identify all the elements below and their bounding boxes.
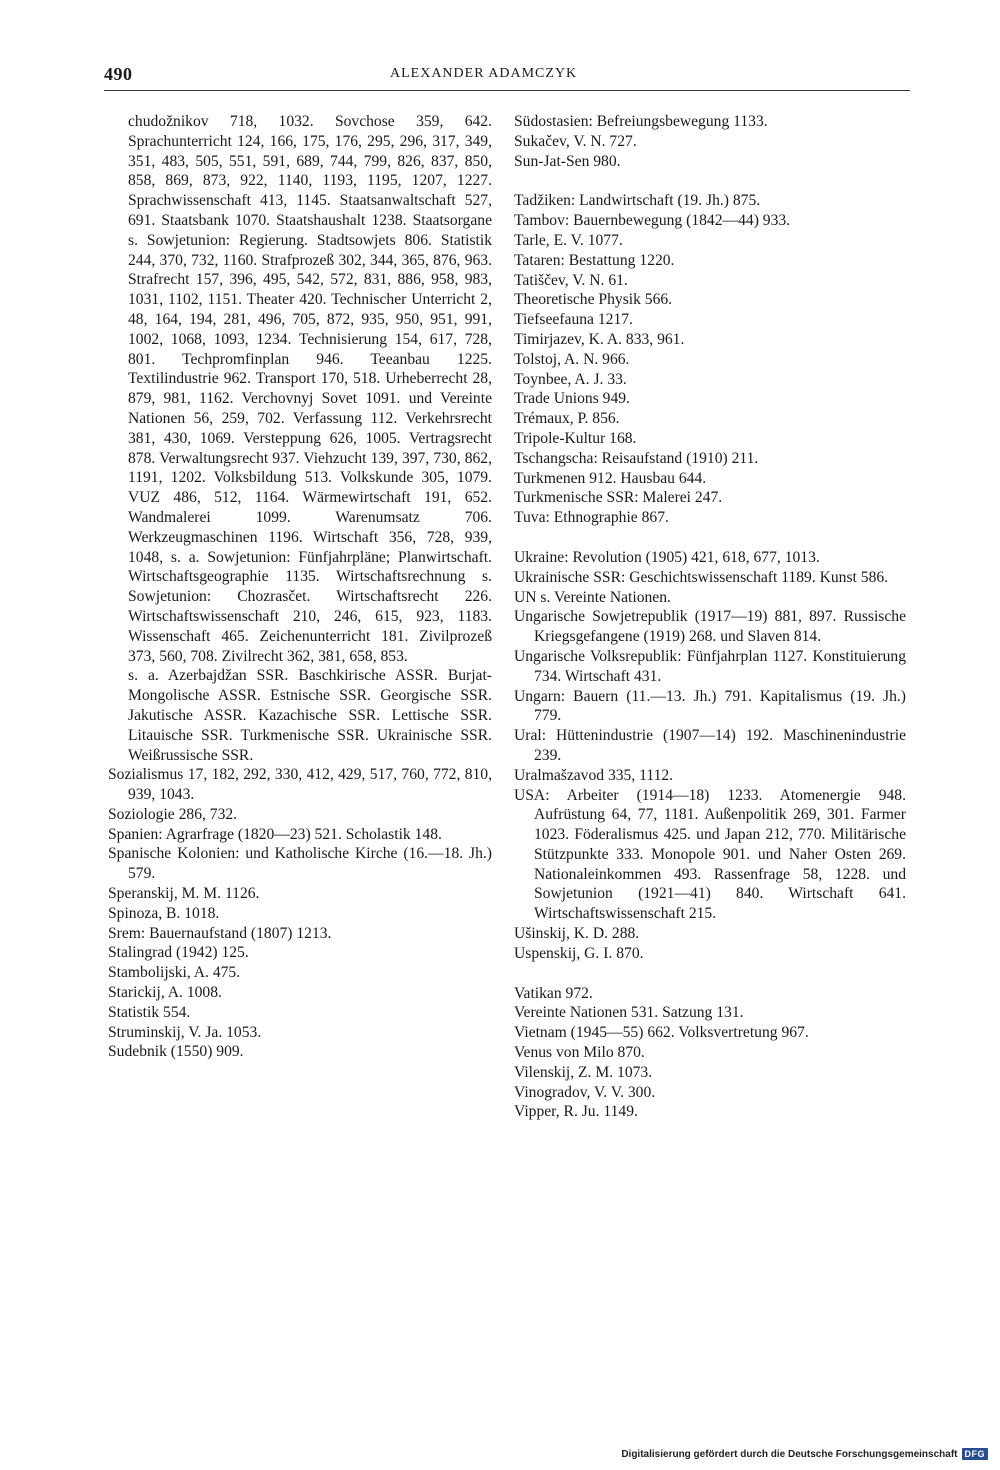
index-entry: Uspenskij, G. I. 870. bbox=[514, 944, 644, 962]
index-entry: Spanien: Agrarfrage (1820—23) 521. Scholastik 148. bbox=[108, 825, 442, 843]
index-entry: Vatikan 972. bbox=[514, 984, 593, 1002]
digitization-credit bbox=[621, 1448, 988, 1460]
index-entry: Ušinskij, K. D. 288. bbox=[514, 925, 640, 943]
index-entry: Venus von Milo 870. bbox=[514, 1044, 645, 1062]
running-head: ALEXANDER ADAMCZYK bbox=[390, 66, 578, 81]
index-entry: Soziologie 286, 732. bbox=[108, 805, 238, 823]
index-entry: Sun-Jat-Sen 980. bbox=[514, 152, 621, 170]
section-gap bbox=[514, 528, 906, 548]
index-entry: Turkmenen 912. Hausbau 644. bbox=[514, 469, 707, 487]
index-entry: Spanische Kolonien: und Katholische Kirche (16.—18. Jh.) 579. bbox=[108, 845, 492, 883]
index-entry: Ukraine: Revolution (1905) 421, 618, 677, 1013. bbox=[514, 548, 820, 566]
index-entry: Trade Unions 949. bbox=[514, 390, 630, 408]
index-entry: Stalingrad (1942) 125. bbox=[108, 944, 249, 962]
index-entry: USA: Arbeiter (1914—18) 1233. Atomenergie 948. Aufrüstung 64, 77, 1181. Außenpolitik 269, 301. Farmer 1023. Föderalismus 425. und Japan 212, 770. Militärische Stützpunkte 333. Monopole 901. und Naher Osten 269. Nationaleinkommen 493. Rassenfrage 58, 1228. und Sowjetunion (1921—41) 840. Wirtschaft 641. Wirtschaftswissenschaft 215. bbox=[514, 786, 906, 923]
index-entry: Toynbee, A. J. 33. bbox=[514, 370, 627, 388]
index-entry: Struminskij, V. Ja. 1053. bbox=[108, 1023, 262, 1041]
index-entry: Tschangscha: Reisaufstand (1910) 211. bbox=[514, 449, 759, 467]
index-entry: Vinogradov, V. V. 300. bbox=[514, 1083, 656, 1101]
index-entry: Uralmašzavod 335, 1112. bbox=[514, 766, 674, 784]
index-entry: Turkmenische SSR: Malerei 247. bbox=[514, 489, 723, 507]
index-entry: Speranskij, M. M. 1126. bbox=[108, 885, 260, 903]
sowjetunion-continuation: chudožnikov 718, 1032. Sovchose 359, 642. Sprachunterricht 124, 166, 175, 176, 295, 296, 317, 349, 351, 483, 505, 551, 591, 689, 744, 799, 826, 837, 850, 858, 869, 873, 922, 1140, 1193, 1195, 1207, 1227. Sprachwissenschaft 413, 1145. Staatsanwaltschaft 527, 691. Staatsbank 1070. Staatshaushalt 1238. Staatsorgane s. Sowjetunion: Regierung. Stadtsowjets 806. Statistik 244, 370, 732, 1160. Strafprozeß 302, 344, 365, 876, 963. Strafrecht 157, 396, 495, 542, 572, 831, 886, 958, 983, 1031, 1102, 1151. Theater 420. Technischer Unterricht 2, 48, 164, 194, 281, 496, 705, 872, 935, 950, 951, 991, 1002, 1068, 1093, 1234. Technisierung 154, 617, 728, 801. Techpromfinplan 946. Teeanbau 1225. Textilindustrie 962. Transport 170, 518. Urheberrecht 28, 879, 981, 1162. Verchovnyj Sovet 1091. und Vereinte Nationen 56, 259, 702. Verfassung 112. Verkehrsrecht 381, 430, 1069. Versteppung 626, 1005. Vertragsrecht 878. Verwaltungsrecht 937. Viehzucht 139, 397, 730, 862, 1191, 1202. Volksbildung 513. Volkskunde 305, 1079. VUZ 486, 512, 1164. Wärmewirtschaft 191, 652. Wandmalerei 1099. Warenumsatz 706. Werkzeugmaschinen 1196. Wirtschaft 356, 728, 939, 1048, s. a. Sowjetunion: Fünfjahrpläne; Planwirtschaft. Wirtschaftsgeographie 1135. Wirtschaftsrechnung s. Sowjetunion: Chozrasčet. Wirtschaftsrecht 226. Wirtschaftswissenschaft 210, 246, 615, 923, 1183. Wissenschaft 465. Zeichenunterricht 181. Zivilprozeß 373, 560, 708. Zivilrecht 362, 381, 658, 853. bbox=[128, 113, 492, 665]
index-entry: Sukačev, V. N. 727. bbox=[514, 132, 637, 150]
index-entry: Tripole-Kultur 168. bbox=[514, 429, 637, 447]
index-entry: Starickij, A. 1008. bbox=[108, 984, 222, 1002]
index-entry: Ungarische Volksrepublik: Fünfjahrplan 1127. Konstituierung 734. Wirtschaft 431. bbox=[514, 647, 906, 685]
index-entry: Tuva: Ethnographie 867. bbox=[514, 509, 669, 527]
index-entry: Tataren: Bestattung 1220. bbox=[514, 251, 675, 269]
index-entry: Südostasien: Befreiungsbewegung 1133. bbox=[514, 113, 768, 130]
index-entry: Vipper, R. Ju. 1149. bbox=[514, 1103, 638, 1121]
index-entry: Srem: Bauernaufstand (1807) 1213. bbox=[108, 924, 332, 942]
index-entry: Tatiščev, V. N. 61. bbox=[514, 271, 628, 289]
page-number: 490 bbox=[104, 64, 133, 84]
index-entry: Vilenskij, Z. M. 1073. bbox=[514, 1063, 653, 1081]
left-column bbox=[108, 112, 492, 1062]
index-entry: Trémaux, P. 856. bbox=[514, 410, 620, 428]
section-gap bbox=[514, 964, 906, 984]
index-entry: Vereinte Nationen 531. Satzung 131. bbox=[514, 1004, 744, 1022]
index-entry: Tambov: Bauernbewegung (1842—44) 933. bbox=[514, 212, 791, 230]
index-entry: Ungarn: Bauern (11.—13. Jh.) 791. Kapitalismus (19. Jh.) 779. bbox=[514, 687, 906, 725]
index-entry: UN s. Vereinte Nationen. bbox=[514, 588, 671, 606]
index-entry: Theoretische Physik 566. bbox=[514, 291, 673, 309]
index-entry: Statistik 554. bbox=[108, 1003, 191, 1021]
index-entry: Sudebnik (1550) 909. bbox=[108, 1043, 244, 1061]
index-entry: Ungarische Sowjetrepublik (1917—19) 881, 897. Russische Kriegsgefangene (1919) 268. und Slaven 814. bbox=[514, 608, 906, 646]
index-entry: Tadžiken: Landwirtschaft (19. Jh.) 875. bbox=[514, 192, 761, 210]
index-entry: Vietnam (1945—55) 662. Volksvertretung 967. bbox=[514, 1024, 809, 1042]
index-entry: Ural: Hüttenindustrie (1907—14) 192. Maschinenindustrie 239. bbox=[514, 727, 906, 764]
index-entry: Spinoza, B. 1018. bbox=[108, 904, 220, 922]
index-entry: Timirjazev, K. A. 833, 961. bbox=[514, 330, 685, 348]
credit-text: Digitalisierung gefördert durch die Deutsche Forschungsgemeinschaft bbox=[621, 1448, 958, 1460]
header-rule bbox=[104, 90, 910, 91]
index-entry: Tolstoj, A. N. 966. bbox=[514, 350, 630, 368]
index-entry: Ukrainische SSR: Geschichtswissenschaft 1189. Kunst 586. bbox=[514, 568, 889, 586]
section-gap bbox=[514, 171, 906, 191]
index-entry: Tarle, E. V. 1077. bbox=[514, 231, 623, 249]
index-entry: Tiefseefauna 1217. bbox=[514, 311, 633, 329]
right-column bbox=[514, 112, 906, 1122]
dfg-logo: DFG bbox=[962, 1448, 989, 1460]
sowjetunion-see-also: s. a. Azerbajdžan SSR. Baschkirische ASSR. Burjat-Mongolische ASSR. Estnische SSR. Georgische SSR. Jakutische ASSR. Kazachische SSR. Lettische SSR. Litauische SSR. Turkmenische SSR. Ukrainische SSR. Weißrussische SSR. bbox=[128, 667, 492, 764]
index-entry: Sozialismus 17, 182, 292, 330, 412, 429, 517, 760, 772, 810, 939, 1043. bbox=[108, 766, 492, 804]
index-entry: Stambolijski, A. 475. bbox=[108, 964, 241, 982]
